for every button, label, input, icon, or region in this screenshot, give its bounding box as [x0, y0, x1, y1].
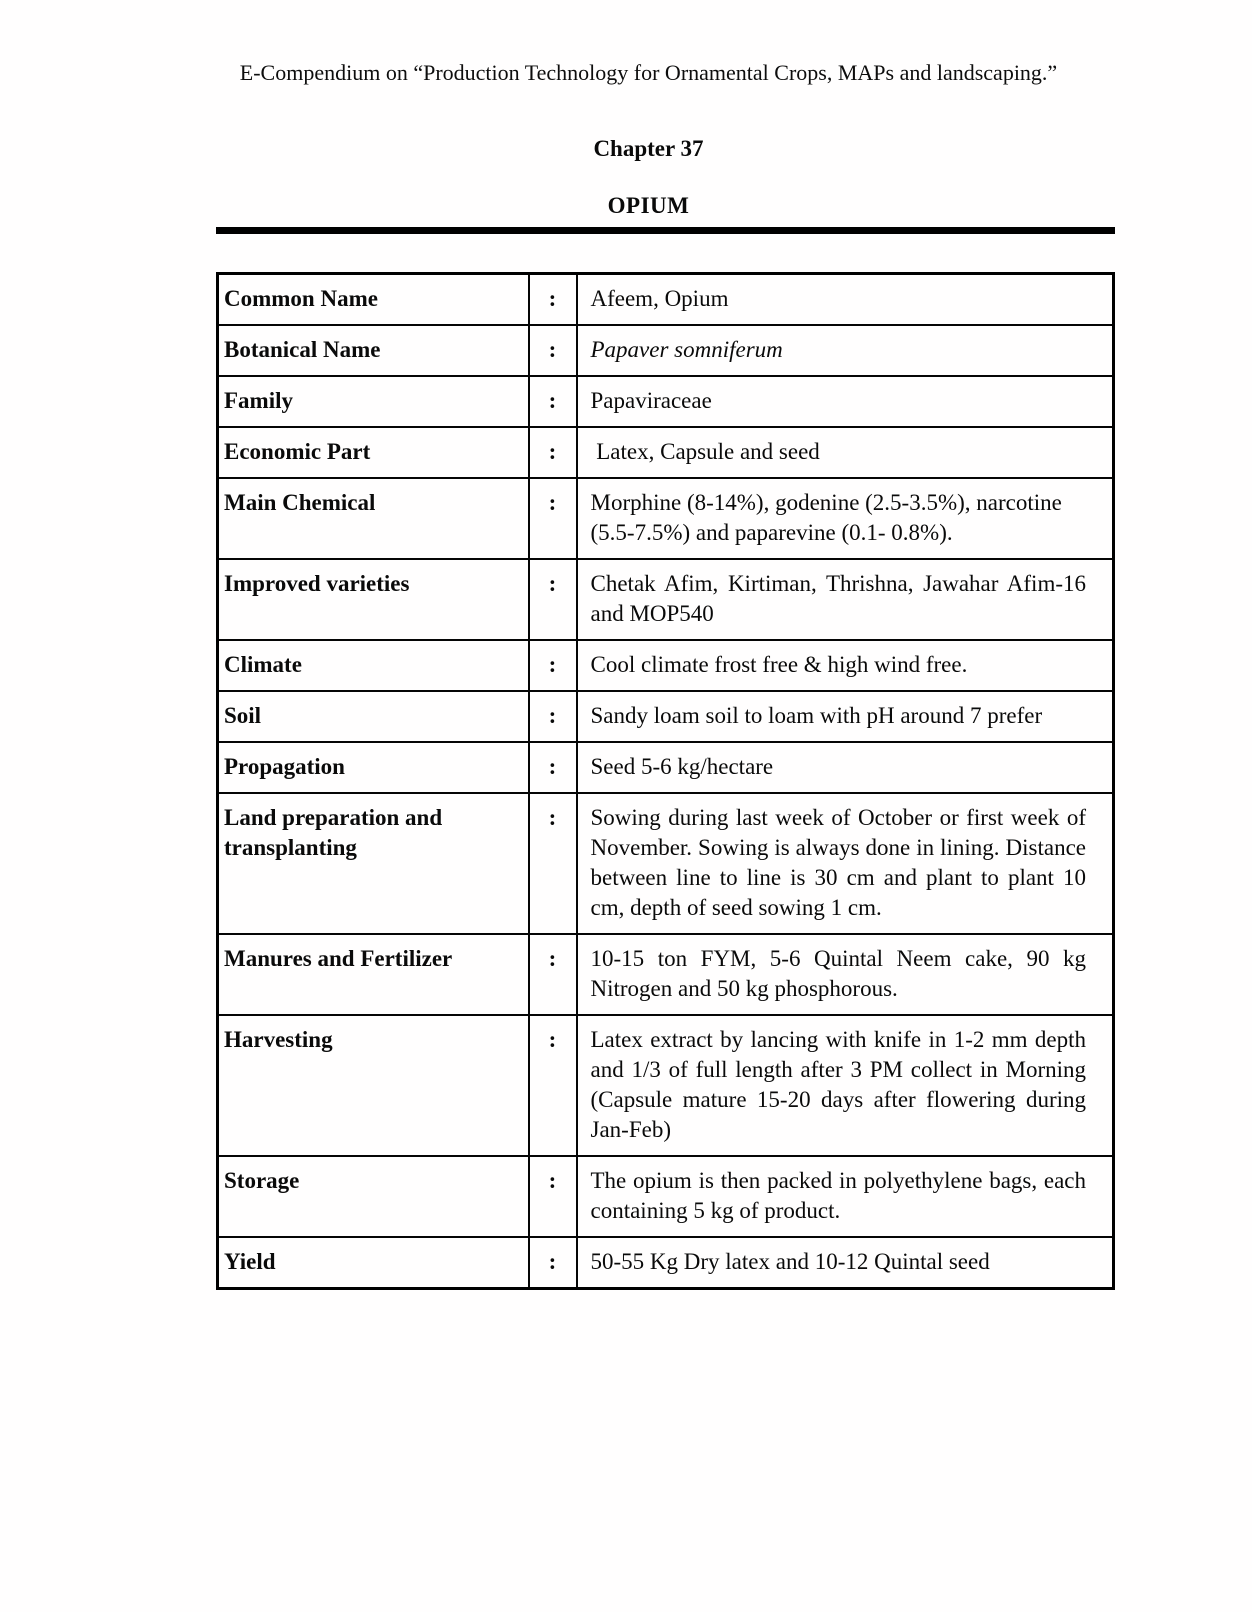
- row-separator: :: [529, 376, 577, 427]
- table-row: [218, 478, 1114, 559]
- headings-block: [199, 0, 1098, 219]
- row-label: Botanical Name: [218, 325, 529, 376]
- row-separator: :: [529, 559, 577, 640]
- row-separator: :: [529, 793, 577, 934]
- table-row: [218, 325, 1114, 376]
- table-row: [218, 1156, 1114, 1237]
- row-value: Cool climate frost free & high wind free.: [577, 640, 1114, 691]
- row-value: Afeem, Opium: [577, 274, 1114, 326]
- row-label: Yield: [218, 1237, 529, 1289]
- row-separator: :: [529, 742, 577, 793]
- row-label: Family: [218, 376, 529, 427]
- table-row: [218, 376, 1114, 427]
- row-value: Latex, Capsule and seed: [577, 427, 1114, 478]
- row-separator: :: [529, 1015, 577, 1156]
- row-label: Improved varieties: [218, 559, 529, 640]
- chapter-heading: Chapter 37: [593, 136, 704, 161]
- row-value: Latex extract by lancing with knife in 1-2 mm depth and 1/3 of full length after 3 PM collect in Morning (Capsule mature 15-20 days after flowering during Jan-Feb): [577, 1015, 1114, 1156]
- table-row: [218, 691, 1114, 742]
- row-separator: :: [529, 1156, 577, 1237]
- row-label: Harvesting: [218, 1015, 529, 1156]
- table-row: [218, 559, 1114, 640]
- row-value: Morphine (8-14%), godenine (2.5-3.5%), narcotine (5.5-7.5%) and paparevine (0.1- 0.8%).: [577, 478, 1114, 559]
- row-label: Soil: [218, 691, 529, 742]
- row-value: Sandy loam soil to loam with pH around 7 prefer: [577, 691, 1114, 742]
- row-value: 50-55 Kg Dry latex and 10-12 Quintal seed: [577, 1237, 1114, 1289]
- row-value: 10-15 ton FYM, 5-6 Quintal Neem cake, 90 kg Nitrogen and 50 kg phosphorous.: [577, 934, 1114, 1015]
- crop-info-table: [216, 272, 1115, 1290]
- row-value: The opium is then packed in polyethylene bags, each containing 5 kg of product.: [577, 1156, 1114, 1237]
- row-label: Storage: [218, 1156, 529, 1237]
- row-separator: :: [529, 274, 577, 326]
- row-separator: :: [529, 325, 577, 376]
- row-value: Sowing during last week of October or first week of November. Sowing is always done in lining. Distance between line to line is 30 cm and plant to plant 10 cm, depth of seed sowing 1 cm.: [577, 793, 1114, 934]
- row-label: Land preparation and transplanting: [218, 793, 529, 934]
- row-label: Propagation: [218, 742, 529, 793]
- table-row: [218, 793, 1114, 934]
- title-rule: [216, 227, 1115, 234]
- row-separator: :: [529, 691, 577, 742]
- row-separator: :: [529, 427, 577, 478]
- table-row: [218, 934, 1114, 1015]
- row-label: Main Chemical: [218, 478, 529, 559]
- row-label: Climate: [218, 640, 529, 691]
- row-value: Seed 5-6 kg/hectare: [577, 742, 1114, 793]
- row-label: Manures and Fertilizer: [218, 934, 529, 1015]
- row-label: Economic Part: [218, 427, 529, 478]
- document-header: E-Compendium on “Production Technology for Ornamental Crops, MAPs and landscaping.”: [239, 60, 1058, 85]
- row-separator: :: [529, 934, 577, 1015]
- row-label: Common Name: [218, 274, 529, 326]
- row-separator: :: [529, 640, 577, 691]
- row-value: Papaver somniferum: [577, 325, 1114, 376]
- table-row: [218, 640, 1114, 691]
- table-row: [218, 1237, 1114, 1289]
- table-row: [218, 1015, 1114, 1156]
- row-separator: :: [529, 1237, 577, 1289]
- row-value: Chetak Afim, Kirtiman, Thrishna, Jawahar Afim-16 and MOP540: [577, 559, 1114, 640]
- table-row: [218, 742, 1114, 793]
- page-title: OPIUM: [607, 193, 690, 218]
- table-row: [218, 427, 1114, 478]
- table-row: [218, 274, 1114, 326]
- row-value: Papaviraceae: [577, 376, 1114, 427]
- crop-info-table-body: [218, 274, 1114, 1289]
- row-separator: :: [529, 478, 577, 559]
